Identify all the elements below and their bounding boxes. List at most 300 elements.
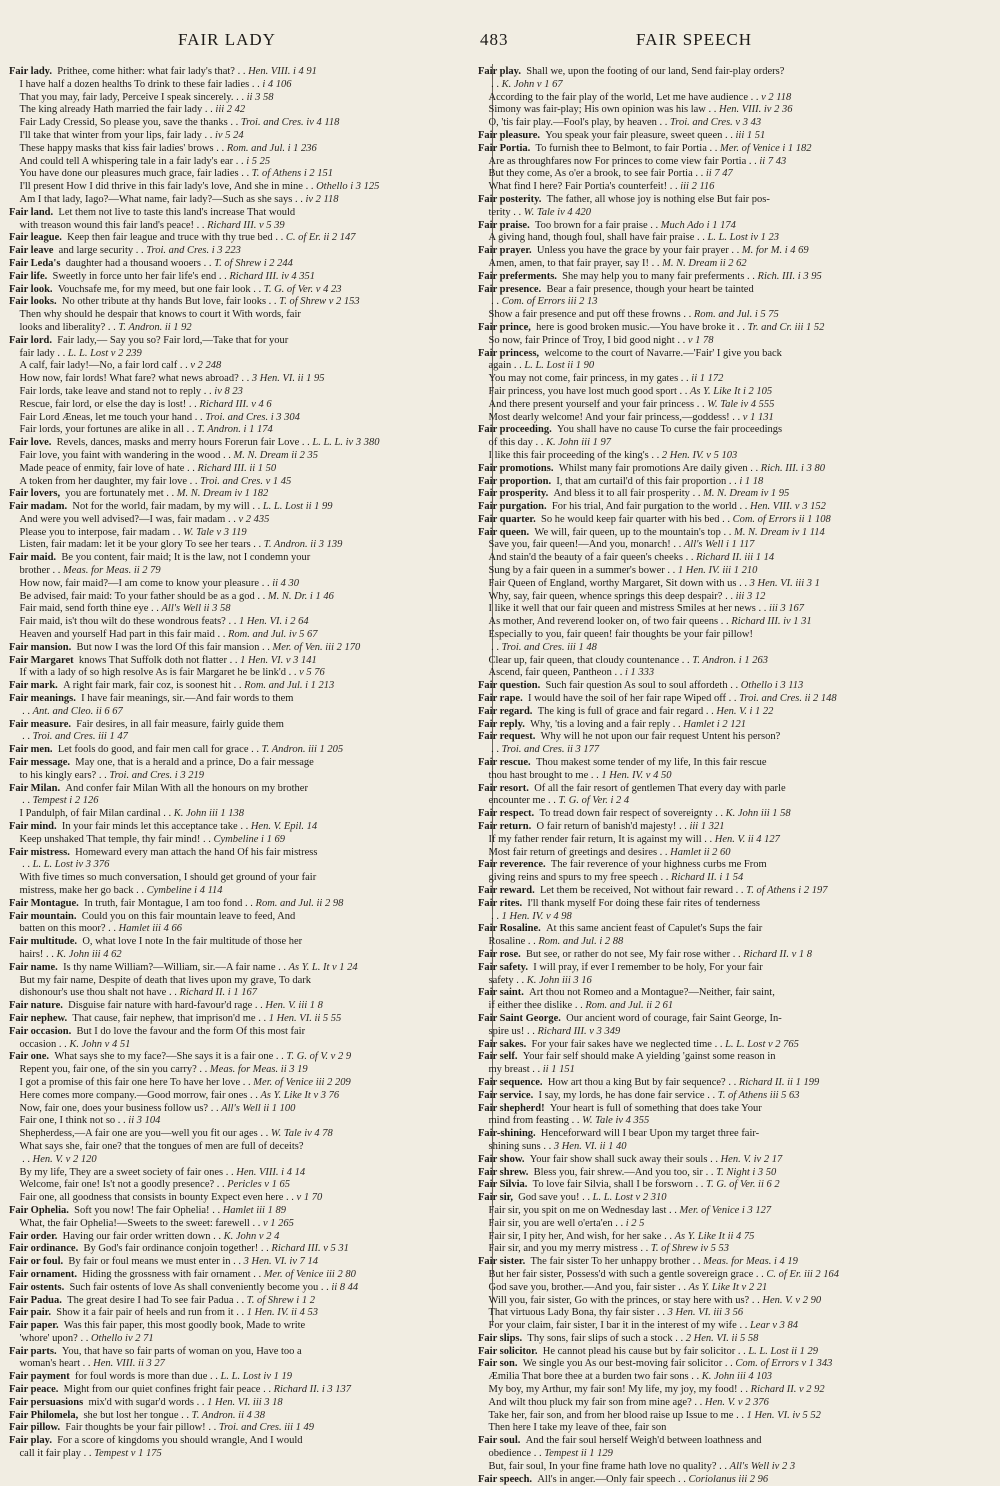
entry-line bbox=[9, 808, 488, 821]
headword: Fair self. bbox=[478, 1051, 518, 1063]
entry-line bbox=[478, 667, 992, 680]
quotation-text: How now, fair maid?—I am come to know your pleasure bbox=[19, 577, 260, 589]
play-reference: ii 1 172 bbox=[691, 373, 724, 385]
play-reference: Meas. for Meas. ii 3 19 bbox=[209, 1064, 308, 1076]
headword: Fair mistress. bbox=[9, 846, 70, 858]
play-reference: W. Tale iv 4 355 bbox=[582, 1115, 650, 1127]
entry-line bbox=[9, 1115, 488, 1128]
leader-dots: . . bbox=[702, 1166, 717, 1178]
headword: Fair Saint George. bbox=[478, 1012, 561, 1024]
play-reference: Mer. of Venice iii 2 80 bbox=[263, 1268, 356, 1280]
quotation-text: Let them be received, Not without fair reward bbox=[540, 885, 734, 896]
entry-spacer bbox=[478, 181, 489, 192]
play-reference: As Y. Like It v 2 21 bbox=[688, 1281, 768, 1293]
quotation-text: Fair sir, you spit on me on Wednesday last bbox=[488, 1204, 667, 1216]
play-reference: Troi. and Cres. iii 1 47 bbox=[32, 731, 128, 743]
play-reference: Richard II. i 1 167 bbox=[179, 987, 257, 999]
play-reference: v 2 118 bbox=[761, 91, 792, 103]
leader-dots: . . bbox=[716, 1460, 730, 1472]
entry-line bbox=[478, 1295, 992, 1308]
entry-spacer bbox=[478, 603, 489, 614]
entry-line bbox=[478, 412, 992, 425]
leader-dots: . . bbox=[105, 321, 119, 333]
quotation-text: Now, fair one, does your business follow us? bbox=[19, 1102, 209, 1114]
play-reference: Troi. and Cres. ii 3 177 bbox=[501, 744, 600, 756]
headword: Fair play. bbox=[9, 1435, 52, 1447]
play-reference: Richard III. v 5 31 bbox=[271, 1243, 349, 1255]
entry-line bbox=[9, 348, 488, 361]
play-reference: K. John v 2 4 bbox=[223, 1230, 280, 1242]
entry-line bbox=[9, 79, 488, 92]
headword: Fair men. bbox=[9, 744, 53, 756]
quotation-text: Shepherdess,—A fair one are you—well you fit our ages bbox=[19, 1128, 258, 1140]
entry-spacer bbox=[9, 1090, 20, 1101]
entry-line bbox=[478, 616, 992, 629]
entry-line bbox=[9, 642, 488, 655]
entry-line bbox=[478, 808, 992, 821]
quotation-text: To love fair Silvia, shall I be forsworn bbox=[532, 1179, 693, 1191]
entry-line bbox=[478, 1333, 992, 1346]
play-reference: 1 Hen. IV. v 4 98 bbox=[501, 910, 572, 922]
quotation-text: Fair one, I think not so bbox=[19, 1115, 116, 1127]
entry-line bbox=[9, 488, 488, 501]
headword: Fair prosperity. bbox=[478, 488, 549, 500]
entry-spacer bbox=[478, 834, 489, 845]
headword: Fair rose. bbox=[478, 948, 521, 960]
entry-line bbox=[478, 258, 992, 271]
entry-line bbox=[478, 834, 992, 847]
leader-dots: . . bbox=[747, 91, 762, 103]
headword: Fair solicitor. bbox=[478, 1345, 538, 1357]
running-header bbox=[0, 30, 1000, 54]
leader-dots: . . bbox=[54, 347, 68, 359]
entry-line bbox=[478, 514, 992, 527]
entry-line bbox=[9, 1103, 488, 1116]
play-reference: K. John iii 4 62 bbox=[56, 948, 122, 960]
entry-spacer bbox=[478, 642, 489, 653]
quotation-text: By fair or foul means we must enter in bbox=[68, 1256, 231, 1268]
entry-spacer bbox=[478, 1218, 489, 1229]
quotation-text: That you may, fair lady, Perceive I speak sincerely. bbox=[19, 91, 234, 103]
entry-line bbox=[478, 1167, 992, 1180]
quotation-text: Repent you, fair one, of the sin you carry? bbox=[19, 1064, 197, 1076]
leader-dots: . . bbox=[648, 449, 662, 461]
headword: Fair mark. bbox=[9, 680, 58, 692]
play-reference: 1 Hen. IV. iii 1 210 bbox=[677, 565, 758, 577]
leader-dots: . . bbox=[216, 270, 230, 282]
leader-dots: . . bbox=[511, 360, 525, 372]
entry-line bbox=[9, 194, 488, 207]
entry-line bbox=[478, 898, 992, 911]
entry-line bbox=[9, 1192, 488, 1205]
entry-spacer bbox=[9, 92, 20, 103]
entry-line bbox=[9, 975, 488, 988]
entry-spacer bbox=[478, 1205, 489, 1216]
leader-dots: . . bbox=[230, 1256, 244, 1268]
play-reference: Hen. VIII. v 3 152 bbox=[750, 501, 826, 513]
entry-line bbox=[478, 130, 992, 143]
leader-dots: . . bbox=[588, 769, 602, 781]
play-reference: L. L. Lost v 2 765 bbox=[725, 1038, 799, 1050]
entry-spacer bbox=[478, 552, 489, 563]
quotation-text: Fair love, you faint with wandering in the wood bbox=[19, 449, 221, 461]
entry-line bbox=[9, 322, 488, 335]
play-reference: Troi. and Cres. iii 1 48 bbox=[501, 641, 597, 653]
entry-spacer bbox=[478, 629, 489, 640]
entry-line bbox=[9, 92, 488, 105]
leader-dots: . . bbox=[254, 590, 268, 602]
entry-line bbox=[478, 757, 992, 770]
headword: Fair Montague. bbox=[9, 897, 79, 909]
entry-spacer bbox=[478, 667, 489, 678]
leader-dots: . . bbox=[676, 821, 690, 833]
quotation-text: Amen, amen, to that fair prayer, say I! bbox=[488, 257, 650, 269]
quotation-text: Be advised, fair maid: To your father should be as a god bbox=[19, 590, 255, 602]
entry-spacer bbox=[478, 437, 489, 448]
play-reference: L. L. Lost iv 1 23 bbox=[707, 232, 779, 244]
quotation-text: For a score of kingdoms you should wrangle, And I would bbox=[57, 1435, 303, 1447]
entry-line bbox=[9, 987, 488, 1000]
quotation-text: Fair princess, you have lost much good sport bbox=[488, 385, 677, 397]
leader-dots: . . bbox=[672, 1332, 686, 1344]
entry-spacer bbox=[9, 1115, 20, 1126]
entry-line bbox=[9, 232, 488, 245]
quotation-text: Fair lords, take leave and stand not to reply bbox=[19, 385, 202, 397]
entry-line bbox=[9, 1422, 488, 1435]
quotation-text: Here comes more company.—Good morrow, fair ones bbox=[19, 1089, 248, 1101]
entry-spacer bbox=[9, 450, 20, 461]
play-reference: T. Andron. ii 4 38 bbox=[191, 1409, 265, 1421]
entry-line bbox=[478, 1410, 992, 1423]
play-reference: Mer. of Venice i 3 127 bbox=[679, 1204, 772, 1216]
quotation-text: What find I here? Fair Portia's counterfeit! bbox=[488, 181, 668, 193]
quotation-text: By God's fair ordinance conjoin together! bbox=[83, 1243, 259, 1255]
leader-dots: . . bbox=[266, 296, 280, 308]
headword: Fair shrew. bbox=[478, 1166, 529, 1178]
leader-dots: . . bbox=[722, 590, 736, 602]
quotation-text: For his trial, And fair purgation to the world bbox=[551, 501, 737, 513]
entry-line bbox=[478, 975, 992, 988]
page-number: 483 bbox=[480, 30, 509, 49]
entry-spacer bbox=[478, 1141, 489, 1152]
quotation-text: She may help you to many fair preferments bbox=[562, 270, 745, 282]
quotation-text: The father, all whose joy is nothing else But fair pos- bbox=[546, 193, 770, 205]
entry-line bbox=[478, 591, 992, 604]
quotation-text: Why will he not upon our fair request Untent his person? bbox=[540, 731, 781, 743]
play-reference: As Y. Like It i 2 105 bbox=[690, 385, 773, 397]
play-reference: 2 Hen. IV. v 5 103 bbox=[661, 449, 738, 461]
entry-line bbox=[9, 744, 488, 757]
headword: Fair prayer. bbox=[478, 245, 532, 257]
entry-line bbox=[478, 552, 992, 565]
entry-line bbox=[9, 629, 488, 642]
quotation-text: And wilt thou pluck my fair son from mine age? bbox=[488, 1396, 692, 1408]
quotation-text: Disguise fair nature with hard-favour'd rage bbox=[68, 1000, 253, 1012]
quotation-text: So he would keep fair quarter with his bed bbox=[541, 513, 720, 525]
play-reference: Troi. and Cres. v 1 45 bbox=[200, 475, 292, 487]
quotation-text: And the fair soul herself Weigh'd between loathness and bbox=[525, 1435, 762, 1447]
entry-line bbox=[9, 1205, 488, 1218]
play-reference: L. L. Lost v 2 239 bbox=[67, 347, 142, 359]
quotation-text: Then here I take my leave of thee, fair son bbox=[488, 1422, 667, 1434]
leader-dots: . . bbox=[532, 437, 546, 449]
quotation-text: Fair maid, send forth thine eye bbox=[19, 603, 149, 615]
entry-line bbox=[478, 936, 992, 949]
quotation-text: Show it a fair pair of heels and run from it bbox=[56, 1307, 234, 1319]
headword: Fair prince, bbox=[478, 321, 531, 333]
quotation-text: For your claim, fair sister, I bar it in the interest of my wife bbox=[488, 1320, 737, 1332]
entry-line bbox=[478, 271, 992, 284]
entry-line bbox=[9, 731, 488, 744]
quotation-text: The great desire I had To see fair Padua bbox=[67, 1294, 234, 1306]
leader-dots: . . bbox=[488, 78, 502, 90]
entry-spacer bbox=[9, 1192, 20, 1203]
quotation-text: But, fair soul, In your fine frame hath love no quality? bbox=[488, 1460, 717, 1472]
quotation-text: Fair one, all goodness that consists in bounty Expect even here bbox=[19, 1192, 284, 1204]
entry-line bbox=[478, 1154, 992, 1167]
entry-spacer bbox=[9, 834, 20, 845]
entry-spacer bbox=[9, 104, 20, 115]
headword: Fair pair. bbox=[9, 1307, 52, 1319]
play-reference: v 1 78 bbox=[687, 334, 714, 346]
entry-spacer bbox=[9, 1448, 20, 1459]
headword: Fair Leda's bbox=[9, 257, 61, 269]
quotation-text: In truth, fair Montague, I am too fond bbox=[84, 897, 243, 909]
leader-dots: . . bbox=[711, 1038, 726, 1050]
entry-line bbox=[478, 527, 992, 540]
entry-spacer bbox=[9, 667, 20, 678]
play-reference: Rom. and Jul. i 1 236 bbox=[226, 142, 317, 154]
play-reference: Tempest ii 1 129 bbox=[544, 1448, 613, 1460]
leader-dots: . . bbox=[209, 1204, 223, 1216]
play-reference: 3 Hen. VI. ii 1 95 bbox=[251, 373, 325, 385]
play-reference: Mer. of Venice iii 2 209 bbox=[253, 1076, 351, 1088]
play-reference: All's Well i 1 117 bbox=[683, 539, 755, 551]
leader-dots: . . bbox=[529, 1064, 543, 1076]
leader-dots: . . bbox=[207, 1371, 221, 1383]
play-reference: Othello i 3 113 bbox=[740, 680, 804, 692]
play-reference: M. N. Dream iv 1 182 bbox=[176, 488, 269, 500]
play-reference: Much Ado i 1 174 bbox=[660, 219, 736, 231]
entry-spacer bbox=[478, 1371, 489, 1382]
quotation-text: Such fair ostents of love As shall conveniently become you bbox=[69, 1281, 319, 1293]
play-reference: Hen. VIII. i 4 91 bbox=[248, 66, 317, 77]
quotation-text: Having our fair order written down bbox=[62, 1230, 211, 1242]
headword: Fair queen. bbox=[478, 526, 530, 538]
play-reference: v 1 131 bbox=[742, 411, 774, 423]
entry-line bbox=[9, 66, 488, 79]
entry-line bbox=[478, 168, 992, 181]
entry-spacer bbox=[9, 1167, 20, 1178]
entry-spacer bbox=[9, 872, 20, 883]
play-reference: ii 4 30 bbox=[272, 577, 300, 589]
quotation-text: Fair lady,— Say you so? Fair lord,—Take that for your bbox=[57, 334, 289, 346]
entry-line bbox=[478, 1039, 992, 1052]
quotation-text: of this day bbox=[488, 437, 533, 449]
entry-line bbox=[478, 911, 992, 924]
play-reference: ii 3 104 bbox=[128, 1115, 161, 1127]
entry-line bbox=[9, 1435, 488, 1448]
headword: Fair message. bbox=[9, 757, 71, 769]
play-reference: T. Andron. ii 1 92 bbox=[118, 321, 192, 333]
quotation-text: Bless you, fair shrew.—And you too, sir bbox=[533, 1166, 703, 1178]
play-reference: iii 1 51 bbox=[735, 129, 766, 141]
quotation-text: If my father render fair return, It is against my will bbox=[488, 833, 702, 845]
quotation-text: I like it well that our fair queen and mistress Smiles at her news bbox=[488, 603, 756, 615]
entry-line bbox=[478, 885, 992, 898]
play-reference: T. Andron. iii 1 205 bbox=[261, 744, 344, 756]
quotation-text: The fair sister To her unhappy brother bbox=[530, 1256, 690, 1268]
headword: Fair purgation. bbox=[478, 501, 547, 513]
play-reference: v 1 70 bbox=[296, 1192, 323, 1204]
headword: Fair order. bbox=[9, 1230, 58, 1242]
headword: Fair life. bbox=[9, 270, 48, 282]
quotation-text: Your heart is full of something that does take Your bbox=[549, 1102, 762, 1114]
leader-dots: . . bbox=[718, 616, 732, 628]
entry-line bbox=[478, 731, 992, 744]
quotation-text: O, 'tis fair play.—Fool's play, by heaven bbox=[488, 117, 657, 129]
play-reference: Richard II. i 3 137 bbox=[273, 1384, 352, 1396]
entry-line bbox=[478, 66, 992, 79]
play-reference: iii 3 167 bbox=[769, 603, 805, 615]
entry-line bbox=[9, 220, 488, 233]
headword: Fair nephew. bbox=[9, 1012, 68, 1024]
quotation-text: But her fair sister, Possess'd with such a gentle sovereign grace bbox=[488, 1268, 754, 1280]
leader-dots: . . bbox=[19, 705, 33, 717]
leader-dots: . . bbox=[572, 1000, 586, 1012]
entry-line bbox=[478, 1256, 992, 1269]
entry-line bbox=[478, 987, 992, 1000]
entry-spacer bbox=[478, 1064, 489, 1075]
play-reference: T. Night i 3 50 bbox=[716, 1166, 777, 1178]
leader-dots: . . bbox=[192, 411, 206, 423]
quotation-text: But my fair name, Despite of death that lives upon my grave, To dark bbox=[19, 974, 312, 986]
entry-spacer bbox=[9, 373, 20, 384]
quotation-text: Fair sir, you are well o'erta'en bbox=[488, 1217, 613, 1229]
entry-spacer bbox=[9, 731, 20, 742]
play-reference: M. N. Dream ii 2 35 bbox=[233, 449, 319, 461]
entry-spacer bbox=[478, 1384, 489, 1395]
entry-line bbox=[9, 360, 488, 373]
headword: Fair sequence. bbox=[478, 1076, 543, 1088]
headword: Fair madam. bbox=[9, 501, 68, 513]
leader-dots: . . bbox=[735, 1345, 749, 1357]
leader-dots: . . bbox=[43, 948, 57, 960]
play-reference: T. of Athens i 2 197 bbox=[746, 885, 828, 896]
entry-line bbox=[9, 1013, 488, 1026]
leader-dots: . . bbox=[19, 795, 33, 807]
entry-spacer bbox=[9, 1039, 20, 1050]
entry-line bbox=[478, 424, 992, 437]
quotation-text: Why, say, fair queen, whence springs this deep despair? bbox=[488, 590, 723, 602]
leader-dots: . . bbox=[736, 1320, 750, 1332]
quotation-text: Was this fair paper, this most goodly book, Made to write bbox=[63, 1320, 306, 1332]
entry-line bbox=[9, 258, 488, 271]
quotation-text: thou hast brought to me bbox=[488, 769, 589, 781]
headword: Fair proceeding. bbox=[478, 424, 552, 436]
entry-spacer bbox=[478, 1448, 489, 1459]
entry-spacer bbox=[478, 412, 489, 423]
leader-dots: . . bbox=[260, 1384, 274, 1396]
entry-line bbox=[478, 680, 992, 693]
entry-line bbox=[9, 719, 488, 732]
play-reference: T. G. of Ver. ii 6 2 bbox=[706, 1179, 780, 1191]
quotation-text: Simony was fair-play; His own opinion was his law bbox=[488, 104, 706, 116]
play-reference: K. John iii 3 16 bbox=[526, 974, 592, 986]
entry-line bbox=[478, 220, 992, 233]
leader-dots: . . bbox=[96, 769, 110, 781]
play-reference: Richard III. v 4 6 bbox=[199, 398, 272, 410]
right-column bbox=[478, 66, 992, 1485]
play-reference: ii 8 44 bbox=[331, 1281, 359, 1293]
quotation-text: By my life, They are a sweet society of fair ones bbox=[19, 1166, 224, 1178]
leader-dots: . . bbox=[201, 385, 215, 397]
play-reference: Mer. of Venice i 1 182 bbox=[720, 142, 812, 154]
entry-line bbox=[478, 348, 992, 361]
entry-line bbox=[9, 1346, 488, 1359]
quotation-text: Thy sons, fair slips of such a stock bbox=[527, 1332, 673, 1344]
quotation-text: I, that am curtail'd of this fair proportion bbox=[556, 475, 727, 487]
leader-dots: . . bbox=[734, 321, 748, 333]
entry-spacer bbox=[9, 578, 20, 589]
entry-spacer bbox=[9, 156, 20, 167]
leader-dots: . . bbox=[525, 936, 539, 948]
entry-spacer bbox=[478, 296, 489, 307]
entry-spacer bbox=[478, 1282, 489, 1293]
headword: Fair reward. bbox=[478, 885, 535, 896]
entry-line bbox=[478, 335, 992, 348]
quotation-text: Save you, fair queen!—And you, monarch! bbox=[488, 539, 671, 551]
entry-line bbox=[478, 1192, 992, 1205]
leader-dots: . . bbox=[194, 1396, 208, 1408]
leader-dots: . . bbox=[691, 1396, 705, 1408]
quotation-text: again bbox=[488, 360, 512, 372]
entry-line bbox=[478, 1141, 992, 1154]
entry-line bbox=[9, 501, 488, 514]
leader-dots: . . bbox=[275, 961, 289, 973]
entry-line bbox=[9, 271, 488, 284]
entry-spacer bbox=[478, 1243, 489, 1254]
entry-spacer bbox=[9, 808, 20, 819]
entry-spacer bbox=[9, 424, 20, 435]
entry-line bbox=[478, 1051, 992, 1064]
leader-dots: . . bbox=[744, 270, 758, 282]
play-reference: Troi. and Cres. ii 2 148 bbox=[739, 693, 837, 705]
entry-line bbox=[9, 949, 488, 962]
headword: Fair parts. bbox=[9, 1345, 57, 1357]
entry-line bbox=[9, 1154, 488, 1167]
quotation-text: Our ancient word of courage, fair Saint George, In- bbox=[566, 1012, 782, 1024]
entry-spacer bbox=[478, 655, 489, 666]
quotation-text: Are as throughfares now For princes to come view fair Portia bbox=[488, 155, 747, 167]
play-reference: Othello iv 2 71 bbox=[90, 1332, 154, 1344]
play-reference: Troi. and Cres. i 3 304 bbox=[205, 411, 300, 423]
entry-line bbox=[478, 181, 992, 194]
play-reference: i 1 333 bbox=[624, 667, 655, 679]
entry-spacer bbox=[478, 578, 489, 589]
quotation-text: daughter had a thousand wooers bbox=[65, 257, 201, 269]
entry-line bbox=[9, 1128, 488, 1141]
leader-dots: . . bbox=[540, 1140, 554, 1152]
entry-line bbox=[478, 437, 992, 450]
entry-spacer bbox=[9, 591, 20, 602]
entry-spacer bbox=[9, 79, 20, 90]
headword: Fair ordinance. bbox=[9, 1243, 79, 1255]
play-reference: 1 Hen. VI. i 2 64 bbox=[238, 616, 309, 628]
headword: Fair measure. bbox=[9, 718, 72, 730]
entry-line bbox=[478, 1346, 992, 1359]
quotation-text: Then why should he despair that knows to court it With words, fair bbox=[19, 309, 301, 321]
